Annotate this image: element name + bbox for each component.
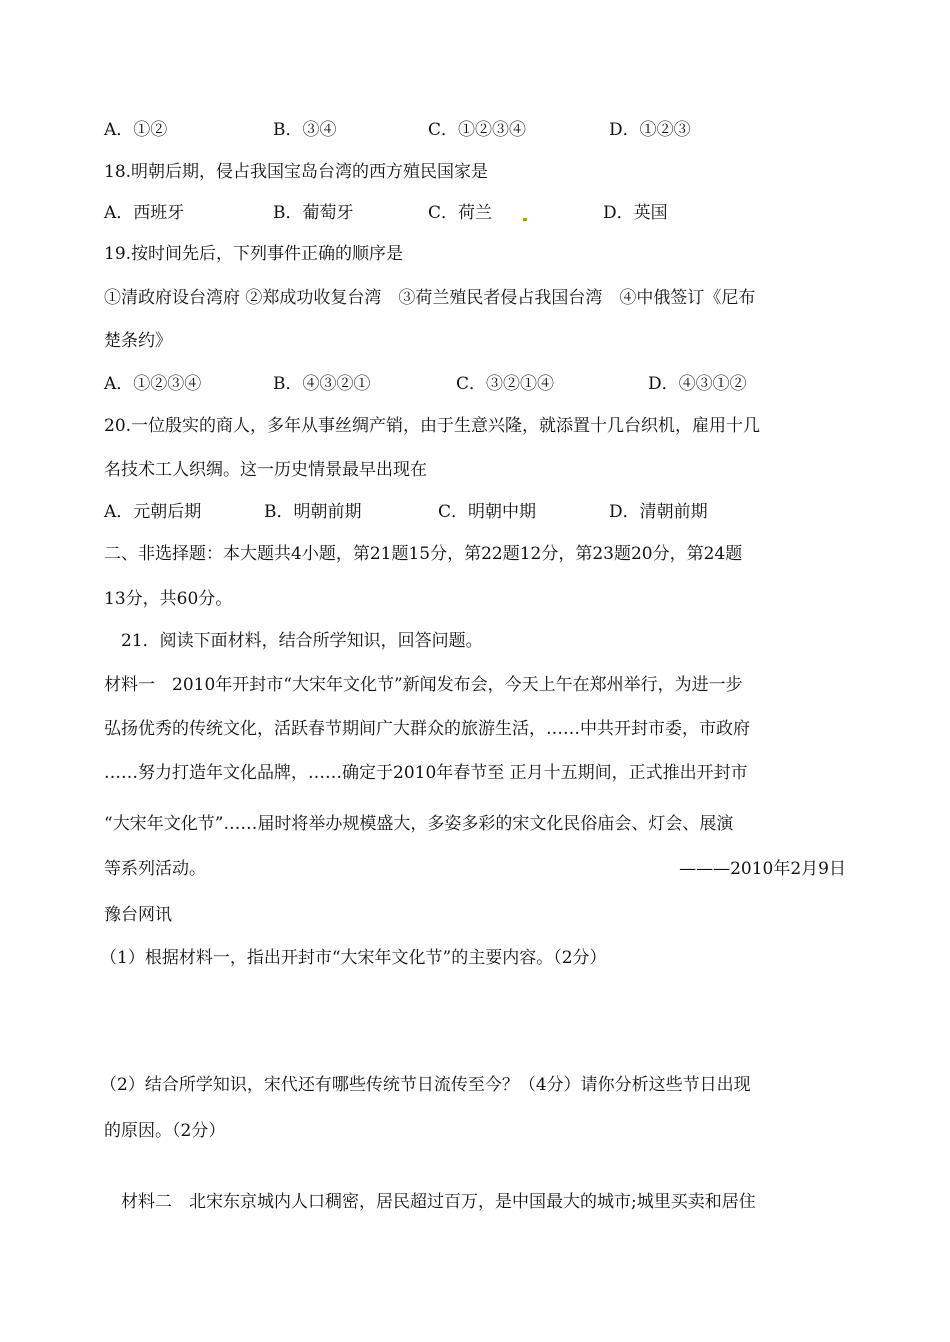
q17-option-b: B．③④ <box>273 120 337 140</box>
q18-option-d: D．英国 <box>603 203 668 223</box>
section2-heading-line1: 二、非选择题：本大题共4小题，第21题15分，第22题12分，第23题20分，第24题 <box>104 544 743 564</box>
q21-sub2-line1: （2）结合所学知识，宋代还有哪些传统节日流传至今？（4分）请你分析这些节日出现 <box>100 1075 751 1095</box>
q21-sub1: （1）根据材料一，指出开封市“大宋年文化节”的主要内容。（2分） <box>100 948 607 968</box>
q17-option-c: C．①②③④ <box>428 120 527 140</box>
q19-stem: 19.按时间先后，下列事件正确的顺序是 <box>104 244 404 264</box>
section2-heading-line2: 13分，共60分。 <box>104 589 233 609</box>
q20-option-c: C．明朝中期 <box>438 502 537 522</box>
q21-material1-line4: “大宋年文化节”……届时将举办规模盛大，多姿多彩的宋文化民俗庙会、灯会、展演 <box>104 814 734 834</box>
q19-option-a: A．①②③④ <box>104 374 202 394</box>
q19-option-d: D．④③①② <box>648 374 747 394</box>
q18-option-c: C．荷兰 <box>428 203 493 223</box>
q21-intro: 21．阅读下面材料，结合所学知识，回答问题。 <box>121 631 483 651</box>
q21-material2: 材料二 北宋东京城内人口稠密，居民超过百万，是中国最大的城市;城里买卖和居住 <box>121 1192 756 1212</box>
q20-option-b: B．明朝前期 <box>264 502 362 522</box>
q21-source-name: 豫台网讯 <box>104 905 172 925</box>
q20-option-a: A．元朝后期 <box>104 502 202 522</box>
q20-option-d: D．清朝前期 <box>609 502 708 522</box>
q20-stem-line2: 名技术工人织绸。这一历史情景最早出现在 <box>104 460 427 480</box>
q19-option-b: B．④③②① <box>273 374 371 394</box>
q19-events-line1 <box>104 286 848 310</box>
q19-option-c: C．③②①④ <box>456 374 555 394</box>
q21-material1-line1: 材料一 2010年开封市“大宋年文化节”新闻发布会，今天上午在郑州举行，为进一步 <box>104 675 743 695</box>
q20-stem-line1: 20.一位殷实的商人，多年从事丝绸产销，由于生意兴隆，就添置十几台织机，雇用十几 <box>104 416 761 436</box>
q17-option-d: D．①②③ <box>609 120 691 140</box>
q18-stem: 18.明朝后期，侵占我国宝岛台湾的西方殖民国家是 <box>104 162 489 182</box>
q19-events-line2: 楚条约》 <box>104 331 172 351</box>
q21-sub2-line2: 的原因。（2分） <box>104 1121 226 1141</box>
q18-option-b: B．葡萄牙 <box>273 203 354 223</box>
q21-source-date: ———2010年2月9日 <box>679 859 846 879</box>
q21-material1-line5: 等系列活动。 <box>104 859 206 879</box>
stray-mark <box>523 218 527 221</box>
q21-material1-line3: ……努力打造年文化品牌，……确定于2010年春节至 正月十五期间，正式推出开封市 <box>104 763 748 783</box>
q21-material1-line2: 弘扬优秀的传统文化，活跃春节期间广大群众的旅游生活，……中共开封市委，市政府 <box>104 719 750 739</box>
q19-events-text: ①清政府设台湾府 ②郑成功收复台湾 ③荷兰殖民者侵占我国台湾 ④中俄签订《尼布 <box>104 288 756 308</box>
q18-option-a: A．西班牙 <box>104 203 185 223</box>
q17-option-a: A．①② <box>104 120 168 140</box>
